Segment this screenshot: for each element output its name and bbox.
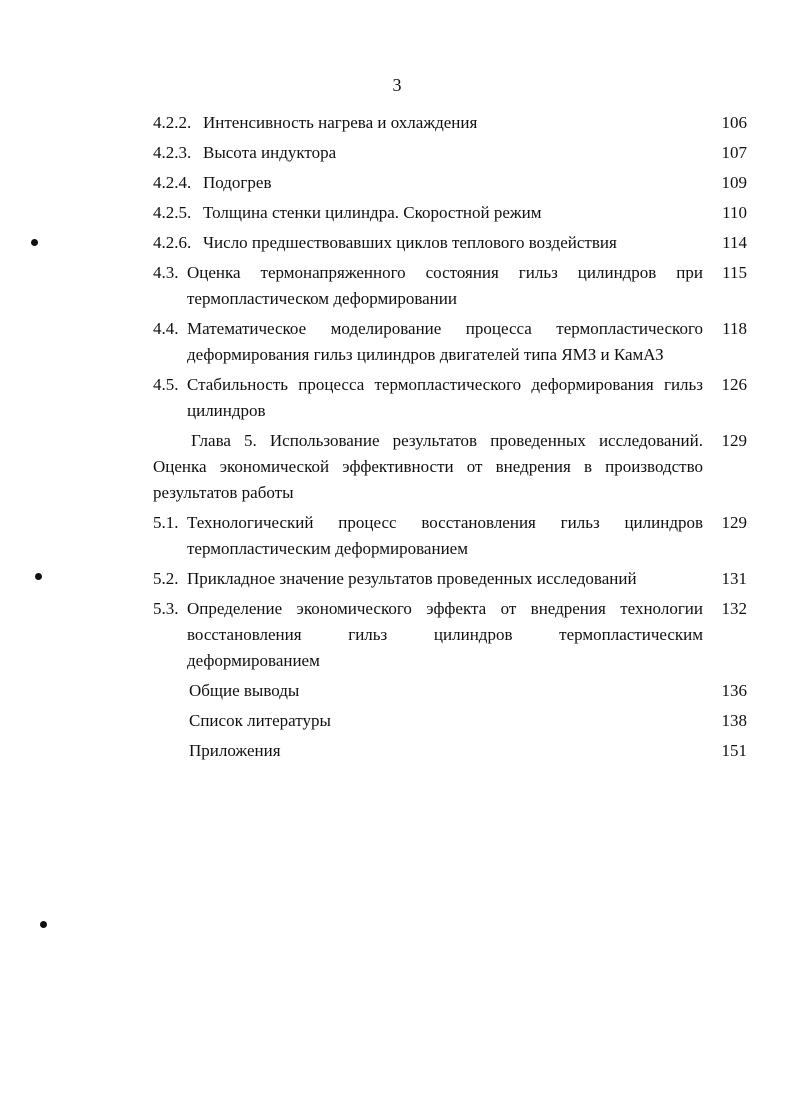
toc-entry-number: 4.4. [153,319,179,338]
toc-entry-number: 5.2. [153,569,179,588]
table-of-contents [153,110,747,768]
page-number: 3 [392,75,402,95]
toc-entry-page: 110 [722,203,747,222]
toc-entry-number: 4.2.4. [153,173,192,192]
toc-entry [153,372,747,424]
toc-entry-number: 5.3. [153,599,179,618]
toc-entry [153,316,747,368]
toc-entry-title: Интенсивность нагрева и охлаждения [203,113,478,132]
binding-hole-mark [31,239,38,246]
toc-entry-page: 138 [721,711,747,730]
toc-entry-page: 136 [721,681,747,700]
toc-entry-page: 107 [721,143,747,162]
toc-entry-page: 114 [722,233,747,252]
toc-entry-title: Подогрев [203,173,272,192]
toc-entry [153,170,747,196]
toc-entry-title: Стабильность процесса термопластического деформирования гильз цилиндров [187,375,703,420]
toc-entry [153,200,747,226]
toc-entry-title: Толщина стенки цилиндра. Скоростной режим [203,203,542,222]
toc-entry-title: Технологический процесс восстановления гильз цилиндров термопластическим деформированием [187,513,703,558]
toc-entry-page: 132 [721,599,747,618]
toc-entry-title: Прикладное значение результатов проведенных исследований [187,569,637,588]
toc-entry-number: 4.2.3. [153,143,192,162]
toc-entry [153,140,747,166]
toc-entry-page: 118 [722,319,747,338]
toc-entry-page: 126 [721,375,747,394]
toc-entry-number: 4.2.6. [153,233,192,252]
toc-entry-number: 5.1. [153,513,179,532]
toc-entry [153,596,747,674]
toc-entry-title: Определение экономического эффекта от внедрения технологии восстановления гильз цилиндров термопластическим деформированием [187,599,703,670]
toc-entry-title: Глава 5. Использование результатов проведенных исследований. Оценка экономической эффективности от внедрения в производство результатов работы [153,431,703,502]
toc-entry-number: 4.5. [153,375,179,394]
toc-entry-title: Математическое моделирование процесса термопластического деформирования гильз цилиндров двигателей типа ЯМЗ и КамАЗ [187,319,703,364]
toc-entry-number: 4.2.2. [153,113,192,132]
toc-entry [153,230,747,256]
toc-entry-page: 109 [721,173,747,192]
toc-entry-page: 106 [721,113,747,132]
toc-entry-chapter [153,428,747,506]
toc-entry-title: Список литературы [189,711,331,730]
toc-entry-title: Оценка термонапряженного состояния гильз цилиндров при термопластическом деформировании [187,263,703,308]
toc-entry [153,708,747,734]
toc-entry-page: 115 [722,263,747,282]
toc-entry-page: 131 [721,569,747,588]
toc-entry-title: Приложения [189,741,281,760]
toc-entry [153,510,747,562]
toc-entry [153,566,747,592]
toc-entry-number: 4.2.5. [153,203,192,222]
toc-entry-page: 129 [721,513,747,532]
toc-entry-number: 4.3. [153,263,179,282]
toc-entry-page: 151 [721,741,747,760]
toc-entry-page: 129 [721,431,747,450]
binding-hole-mark [40,921,47,928]
toc-entry [153,260,747,312]
toc-entry-title: Общие выводы [189,681,300,700]
toc-entry-title: Высота индуктора [203,143,337,162]
binding-hole-mark [35,573,42,580]
toc-entry [153,678,747,704]
toc-entry-title: Число предшествовавших циклов теплового воздействия [203,233,617,252]
toc-entry [153,110,747,136]
toc-entry [153,738,747,764]
